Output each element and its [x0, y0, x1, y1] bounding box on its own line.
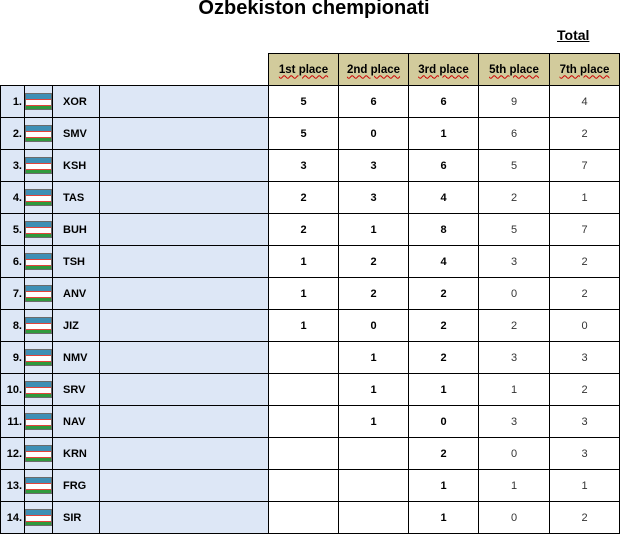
cell-2nd-place: 6: [339, 86, 409, 118]
cell-3rd-place: 2: [409, 278, 479, 310]
cell-1st-place: [269, 470, 339, 502]
flag-cell: [25, 342, 53, 374]
team-name-cell: [100, 374, 269, 406]
table-row: [1, 150, 620, 182]
uzbekistan-flag-icon: [25, 125, 52, 142]
rank-cell: 5.: [1, 214, 25, 246]
team-code: JIZ: [53, 310, 100, 342]
table-row: [1, 214, 620, 246]
cell-3rd-place: 6: [409, 86, 479, 118]
cell-3rd-place: 2: [409, 310, 479, 342]
cell-2nd-place: 3: [339, 182, 409, 214]
cell-7th-place: 1: [550, 182, 620, 214]
team-name-cell: [100, 342, 269, 374]
cell-3rd-place: 1: [409, 374, 479, 406]
cell-5th-place: 3: [479, 406, 550, 438]
cell-7th-place: 2: [550, 374, 620, 406]
cell-1st-place: 2: [269, 214, 339, 246]
team-code: NAV: [53, 406, 100, 438]
cell-7th-place: 2: [550, 278, 620, 310]
cell-7th-place: 1: [550, 470, 620, 502]
cell-2nd-place: 0: [339, 310, 409, 342]
cell-7th-place: 3: [550, 406, 620, 438]
team-name-cell: [100, 182, 269, 214]
rank-cell: 1.: [1, 86, 25, 118]
cell-7th-place: 3: [550, 438, 620, 470]
cell-5th-place: 5: [479, 150, 550, 182]
cell-5th-place: 2: [479, 182, 550, 214]
table-row: [1, 310, 620, 342]
cell-3rd-place: 2: [409, 438, 479, 470]
team-code: KRN: [53, 438, 100, 470]
team-name-cell: [100, 406, 269, 438]
cell-7th-place: 2: [550, 502, 620, 534]
rank-cell: 13.: [1, 470, 25, 502]
cell-1st-place: 3: [269, 150, 339, 182]
uzbekistan-flag-icon: [25, 221, 52, 238]
cell-1st-place: 5: [269, 118, 339, 150]
flag-cell: [25, 310, 53, 342]
total-label: Total: [557, 27, 590, 43]
rank-cell: 11.: [1, 406, 25, 438]
cell-1st-place: 5: [269, 86, 339, 118]
rank-cell: 8.: [1, 310, 25, 342]
table-row: [1, 118, 620, 150]
uzbekistan-flag-icon: [25, 93, 52, 110]
cell-1st-place: [269, 502, 339, 534]
cell-5th-place: 0: [479, 278, 550, 310]
team-name-cell: [100, 118, 269, 150]
cell-5th-place: 2: [479, 310, 550, 342]
flag-cell: [25, 278, 53, 310]
rank-cell: 14.: [1, 502, 25, 534]
cell-5th-place: 1: [479, 470, 550, 502]
cell-7th-place: 2: [550, 118, 620, 150]
cell-3rd-place: 6: [409, 150, 479, 182]
cell-1st-place: 1: [269, 278, 339, 310]
cell-7th-place: 0: [550, 310, 620, 342]
team-name-cell: [100, 470, 269, 502]
flag-cell: [25, 374, 53, 406]
flag-cell: [25, 246, 53, 278]
team-code: XOR: [53, 86, 100, 118]
uzbekistan-flag-icon: [25, 477, 52, 494]
flag-cell: [25, 150, 53, 182]
rank-cell: 2.: [1, 118, 25, 150]
team-code: SMV: [53, 118, 100, 150]
cell-5th-place: 3: [479, 246, 550, 278]
cell-3rd-place: 4: [409, 182, 479, 214]
cell-3rd-place: 2: [409, 342, 479, 374]
cell-7th-place: 2: [550, 246, 620, 278]
table-row: [1, 438, 620, 470]
flag-cell: [25, 118, 53, 150]
uzbekistan-flag-icon: [25, 349, 52, 366]
cell-1st-place: [269, 406, 339, 438]
cell-1st-place: 1: [269, 310, 339, 342]
team-name-cell: [100, 214, 269, 246]
uzbekistan-flag-icon: [25, 317, 52, 334]
table-row: [1, 182, 620, 214]
header-3rd-place: 3rd place: [409, 54, 479, 86]
uzbekistan-flag-icon: [25, 157, 52, 174]
team-code: TSH: [53, 246, 100, 278]
team-code: SRV: [53, 374, 100, 406]
flag-cell: [25, 214, 53, 246]
flag-cell: [25, 502, 53, 534]
team-code: KSH: [53, 150, 100, 182]
team-name-cell: [100, 502, 269, 534]
rank-cell: 6.: [1, 246, 25, 278]
cell-1st-place: [269, 374, 339, 406]
team-code: FRG: [53, 470, 100, 502]
team-name-cell: [100, 246, 269, 278]
team-name-cell: [100, 310, 269, 342]
cell-3rd-place: 1: [409, 502, 479, 534]
uzbekistan-flag-icon: [25, 189, 52, 206]
uzbekistan-flag-icon: [25, 445, 52, 462]
flag-cell: [25, 86, 53, 118]
header-2nd-place: 2nd place: [339, 54, 409, 86]
cell-7th-place: 4: [550, 86, 620, 118]
team-name-cell: [100, 278, 269, 310]
table-row: [1, 470, 620, 502]
uzbekistan-flag-icon: [25, 381, 52, 398]
cell-5th-place: 6: [479, 118, 550, 150]
uzbekistan-flag-icon: [25, 253, 52, 270]
header-spacer: [1, 54, 269, 86]
cell-2nd-place: 1: [339, 214, 409, 246]
cell-7th-place: 3: [550, 342, 620, 374]
cell-3rd-place: 0: [409, 406, 479, 438]
standings-table: [0, 53, 620, 534]
table-row: [1, 374, 620, 406]
flag-cell: [25, 406, 53, 438]
rank-cell: 9.: [1, 342, 25, 374]
table-row: [1, 86, 620, 118]
cell-1st-place: 1: [269, 246, 339, 278]
table-row: [1, 502, 620, 534]
page-title: Ozbekiston chempionati: [198, 0, 430, 19]
cell-2nd-place: 2: [339, 246, 409, 278]
cell-2nd-place: [339, 502, 409, 534]
team-name-cell: [100, 86, 269, 118]
cell-5th-place: 0: [479, 438, 550, 470]
rank-cell: 4.: [1, 182, 25, 214]
cell-2nd-place: [339, 470, 409, 502]
uzbekistan-flag-icon: [25, 413, 52, 430]
rank-cell: 7.: [1, 278, 25, 310]
cell-1st-place: [269, 438, 339, 470]
team-code: ANV: [53, 278, 100, 310]
flag-cell: [25, 438, 53, 470]
cell-3rd-place: 4: [409, 246, 479, 278]
cell-5th-place: 5: [479, 214, 550, 246]
team-name-cell: [100, 438, 269, 470]
cell-5th-place: 1: [479, 374, 550, 406]
header-1st-place: 1st place: [269, 54, 339, 86]
rank-cell: 10.: [1, 374, 25, 406]
cell-2nd-place: 2: [339, 278, 409, 310]
table-row: [1, 406, 620, 438]
uzbekistan-flag-icon: [25, 285, 52, 302]
cell-2nd-place: 1: [339, 342, 409, 374]
cell-2nd-place: [339, 438, 409, 470]
rank-cell: 12.: [1, 438, 25, 470]
table-row: [1, 278, 620, 310]
cell-2nd-place: 1: [339, 406, 409, 438]
uzbekistan-flag-icon: [25, 509, 52, 526]
table-row: [1, 246, 620, 278]
rank-cell: 3.: [1, 150, 25, 182]
cell-2nd-place: 3: [339, 150, 409, 182]
cell-2nd-place: 1: [339, 374, 409, 406]
cell-1st-place: [269, 342, 339, 374]
cell-2nd-place: 0: [339, 118, 409, 150]
team-name-cell: [100, 150, 269, 182]
cell-7th-place: 7: [550, 214, 620, 246]
team-code: NMV: [53, 342, 100, 374]
cell-5th-place: 3: [479, 342, 550, 374]
flag-cell: [25, 470, 53, 502]
cell-3rd-place: 8: [409, 214, 479, 246]
team-code: SIR: [53, 502, 100, 534]
cell-7th-place: 7: [550, 150, 620, 182]
header-7th-place: 7th place: [550, 54, 620, 86]
flag-cell: [25, 182, 53, 214]
cell-5th-place: 0: [479, 502, 550, 534]
cell-5th-place: 9: [479, 86, 550, 118]
team-code: BUH: [53, 214, 100, 246]
cell-1st-place: 2: [269, 182, 339, 214]
cell-3rd-place: 1: [409, 470, 479, 502]
cell-3rd-place: 1: [409, 118, 479, 150]
table-row: [1, 342, 620, 374]
header-5th-place: 5th place: [479, 54, 550, 86]
team-code: TAS: [53, 182, 100, 214]
